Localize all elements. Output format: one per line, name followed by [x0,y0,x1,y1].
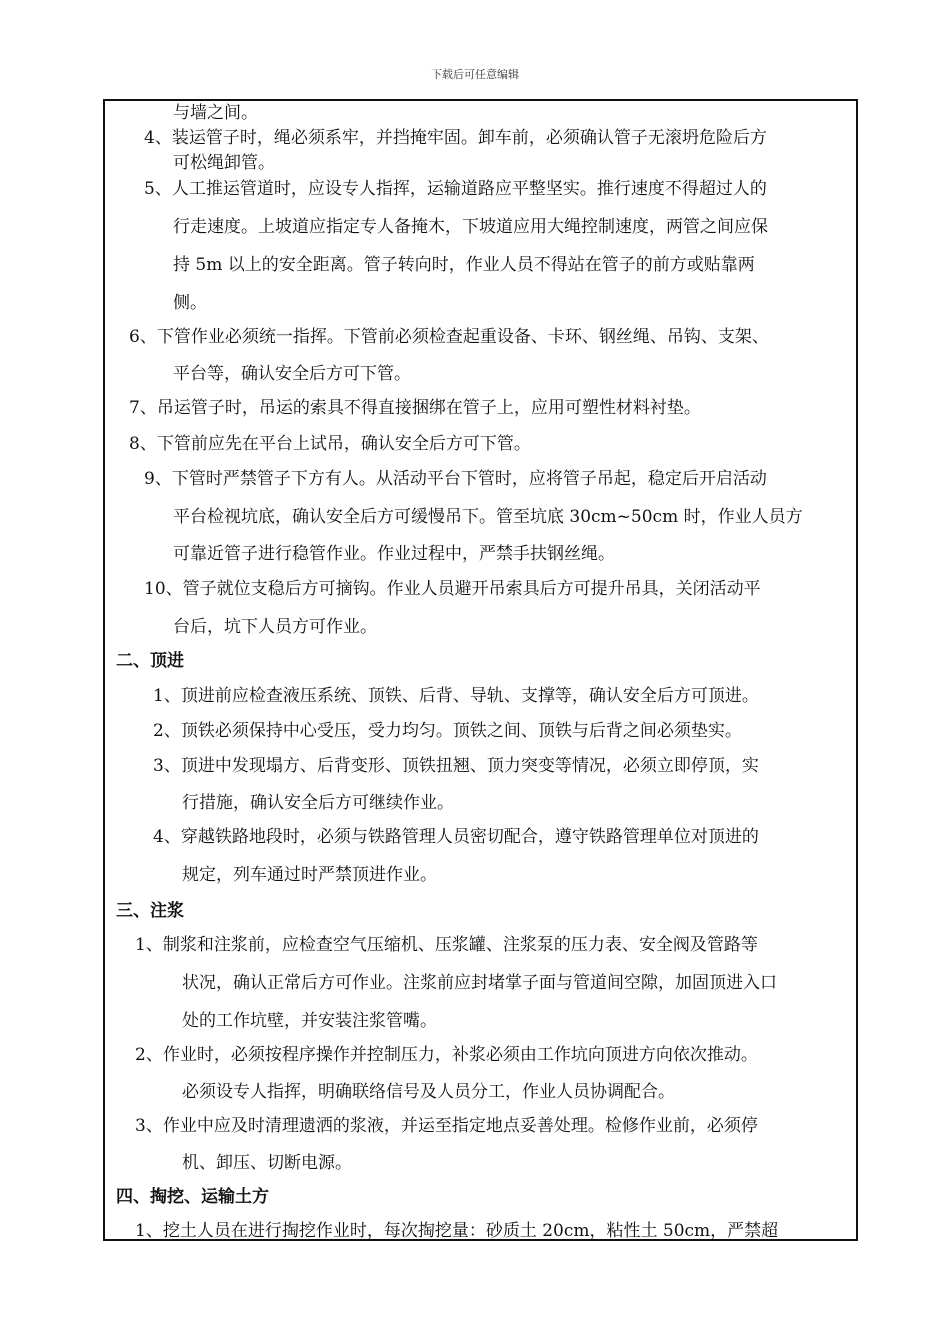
text-line: 平台等，确认安全后方可下管。 [173,364,411,384]
text-line: 行措施，确认安全后方可继续作业。 [182,793,454,813]
page-header: 下载后可任意编辑 [431,68,519,81]
text-line: 3、顶进中发现塌方、后背变形、顶铁扭翘、顶力突变等情况，必须立即停顶，实 [153,756,759,776]
text-line: 处的工作坑壁，并安装注浆管嘴。 [182,1011,437,1031]
content-frame [103,99,858,1241]
text-line: 可松绳卸管。 [173,153,275,173]
text-line: 10、管子就位支稳后方可摘钩。作业人员避开吊索具后方可提升吊具，关闭活动平 [144,579,761,599]
text-line: 持 5m 以上的安全距离。管子转向时，作业人员不得站在管子的前方或贴靠两 [173,255,755,275]
text-line: 状况，确认正常后方可作业。注浆前应封堵掌子面与管道间空隙，加固顶进入口 [182,973,777,993]
text-line: 7、吊运管子时，吊运的索具不得直接捆绑在管子上，应用可塑性材料衬垫。 [129,398,701,418]
text-line: 2、顶铁必须保持中心受压，受力均匀。顶铁之间、顶铁与后背之间必须垫实。 [153,721,742,741]
text-line: 1、挖土人员在进行掏挖作业时，每次掏挖量：砂质土 20cm，粘性土 50cm，严禁超 [135,1221,779,1241]
text-line: 平台检视坑底，确认安全后方可缓慢吊下。管至坑底 30cm~50cm 时，作业人员方 [173,507,803,527]
section-heading: 三、注浆 [116,901,184,921]
text-line: 2、作业时，必须按程序操作并控制压力，补浆必须由工作坑向顶进方向依次推动。 [135,1045,758,1065]
text-line: 9、下管时严禁管子下方有人。从活动平台下管时，应将管子吊起，稳定后开启活动 [144,469,767,489]
text-line: 规定，列车通过时严禁顶进作业。 [182,865,437,885]
text-line: 8、下管前应先在平台上试吊，确认安全后方可下管。 [129,434,531,454]
text-line: 可靠近管子进行稳管作业。作业过程中，严禁手扶钢丝绳。 [173,544,615,564]
text-line: 必须设专人指挥，明确联络信号及人员分工，作业人员协调配合。 [182,1082,675,1102]
text-line: 行走速度。上坡道应指定专人备掩木，下坡道应用大绳控制速度，两管之间应保 [173,217,768,237]
text-line: 台后，坑下人员方可作业。 [173,617,377,637]
text-line: 1、制浆和注浆前，应检查空气压缩机、压浆罐、注浆泵的压力表、安全阀及管路等 [135,935,758,955]
text-line: 侧。 [173,293,207,313]
text-line: 6、下管作业必须统一指挥。下管前必须检查起重设备、卡环、钢丝绳、吊钩、支架、 [129,327,769,347]
text-line: 4、装运管子时，绳必须系牢，并挡掩牢固。卸车前，必须确认管子无滚坍危险后方 [144,128,767,148]
section-heading: 二、顶进 [116,651,184,671]
text-line: 4、穿越铁路地段时，必须与铁路管理人员密切配合，遵守铁路管理单位对顶进的 [153,827,759,847]
text-line: 3、作业中应及时清理遗洒的浆液，并运至指定地点妥善处理。检修作业前，必须停 [135,1116,758,1136]
text-line: 1、顶进前应检查液压系统、顶铁、后背、导轨、支撑等，确认安全后方可顶进。 [153,686,759,706]
text-line: 机、卸压、切断电源。 [182,1153,352,1173]
text-line: 与墙之间。 [173,103,258,123]
section-heading: 四、掏挖、运输土方 [116,1187,269,1207]
text-line: 5、人工推运管道时，应设专人指挥，运输道路应平整坚实。推行速度不得超过人的 [144,179,767,199]
